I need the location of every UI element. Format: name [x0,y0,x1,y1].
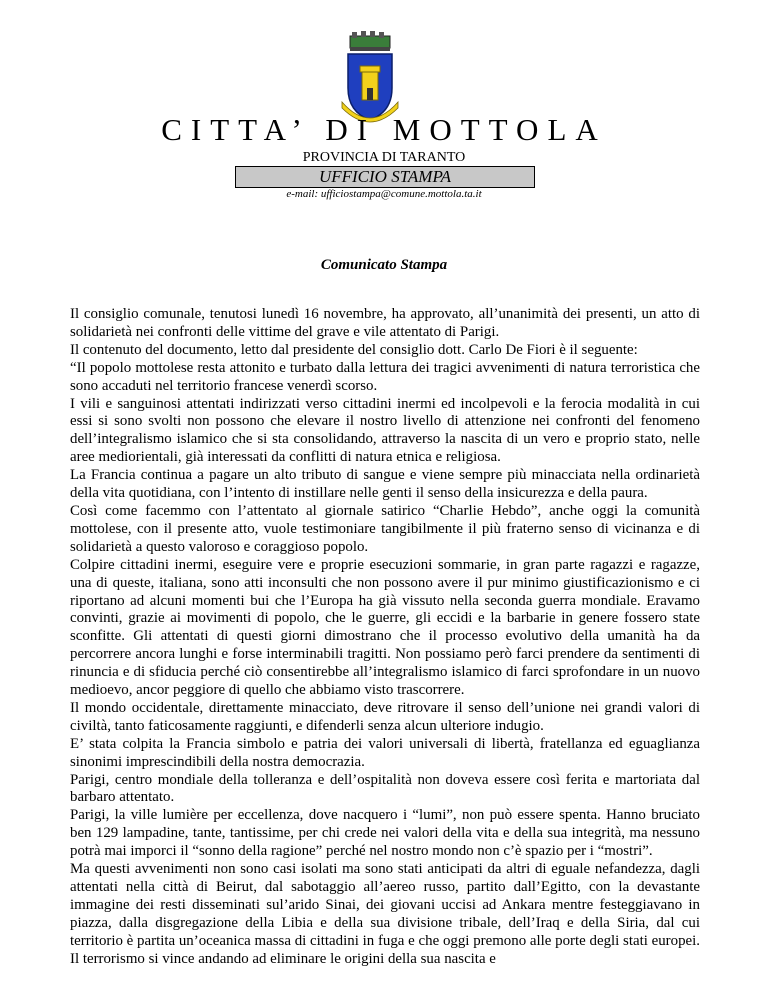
paragraph: “Il popolo mottolese resta attonito e turbato dalla lettura dei tragici avvenimenti di natura terroristica che sono accaduti nel territorio francese venerdì scorso. [70,359,700,394]
paragraph: E’ stata colpita la Francia simbolo e patria dei valori universali di libertà, fratellanza ed eguaglianza sinonimi imprescindibili della nostra democrazia. [70,735,700,770]
city-title: CITTA’ DI MOTTOLA [161,112,607,147]
press-release-body [70,306,700,969]
paragraph: Colpire cittadini inermi, eseguire vere e proprie esecuzioni sommarie, in gran parte ragazzi e ragazze, una di queste, italiana, sono atti inconsulti che non possono avere il pur minimo giustificazionismo e ci riportano ad alcuni momenti bui che l’Europa ha già vissuto nella seconda guerra mondiale. Eravamo convinti, grazie ai movimenti di popolo, che le guerre, gli eccidi e la barbarie in genere fossero state sconfitte. Gli attentati di questi giorni dimostrano che il processo evolutivo della umanità ha da percorrere ancora lunghi e forse interminabili tragitti. Non possiamo però farci prendere da sentimenti di rinuncia e di sfiducia perché ciò consentirebbe all’integralismo islamico di farci sprofondare in un nuovo medioevo, ancor peggiore di quello che abbiamo visto trascorrere. [70,556,700,699]
press-office-banner: UFFICIO STAMPA [235,166,535,188]
paragraph: I vili e sanguinosi attentati indirizzati verso cittadini inermi ed incolpevoli e la ferocia modalità in cui essi si sono svolti non possono che elevare il nostro livello di attenzione nei confronti del fenomeno dell’integralismo islamico che si sta consolidando, attraverso la nascita di un vero e proprio stato, nelle aree mediorientali, già interessati da conflitti di natura etnica e religiosa. [70,395,700,466]
document-label: Comunicato Stampa [320,257,448,273]
paragraph: Parigi, centro mondiale della tolleranza e dell’ospitalità non doveva essere così ferita e martoriata dal barbaro attentato. [70,771,700,806]
paragraph: Il mondo occidentale, direttamente minacciato, deve ritrovare il senso dell’unione nei grandi valori di civiltà, tanto faticosamente raggiunti, e difenderli senza alcun ulteriore indugio. [70,699,700,734]
contact-email: e-mail: ufficiostampa@comune.mottola.ta.it [286,188,482,200]
paragraph: La Francia continua a pagare un alto tributo di sangue e viene sempre più minacciata nella ordinarietà della vita quotidiana, con l’intento di instillare nelle genti il senso della insicurezza e della paura. [70,467,700,502]
paragraph: Parigi, la ville lumière per eccellenza, dove nacquero i “lumi”, non può essere spenta. Hanno bruciato ben 129 lampadine, tante, tantissime, per chi crede nei valori della vita e della sua integrità, ma nessuno potrà mai imporci il “sonno della ragione” perché nel nostro mondo non c’è spazio per i “mostri”. [70,807,700,860]
paragraph: Così come facemmo con l’attentato al giornale satirico “Charlie Hebdo”, anche oggi la comunità mottolese, con il presente atto, vuole testimoniare tangibilmente il più fraterno senso di vicinanza e di solidarietà a questo valoroso e coraggioso popolo. [70,502,700,555]
paragraph: Il contenuto del documento, letto dal presidente del consiglio dott. Carlo De Fiori è il seguente: [70,341,638,358]
paragraph: Il consiglio comunale, tenutosi lunedì 16 novembre, ha approvato, all’unanimità dei presenti, un atto di solidarietà nei confronti delle vittime del grave e vile attentato di Parigi. [70,306,700,340]
paragraph: Ma questi avvenimenti non sono casi isolati ma sono stati anticipati da altri di eguale nefandezza, dagli attentati nella città di Beirut, dal sabotaggio all’aereo russo, partito dall’Egitto, con la devastante immagine dei resti disseminati sul’arido Sinai, dei giovani uccisi ad Ankara mentre festeggiavano in piazza, dalla disgregazione della Libia e della sua divisione tribale, dell’Iraq e della Siria, dal cui territorio è partita un’oceanica massa di cittadini in fuga e che oggi premono alle porte degli stati europei. Il terrorismo si vince andando ad eliminare le origini della sua nascita e [70,861,700,967]
province-name: PROVINCIA DI TARANTO [302,150,466,165]
